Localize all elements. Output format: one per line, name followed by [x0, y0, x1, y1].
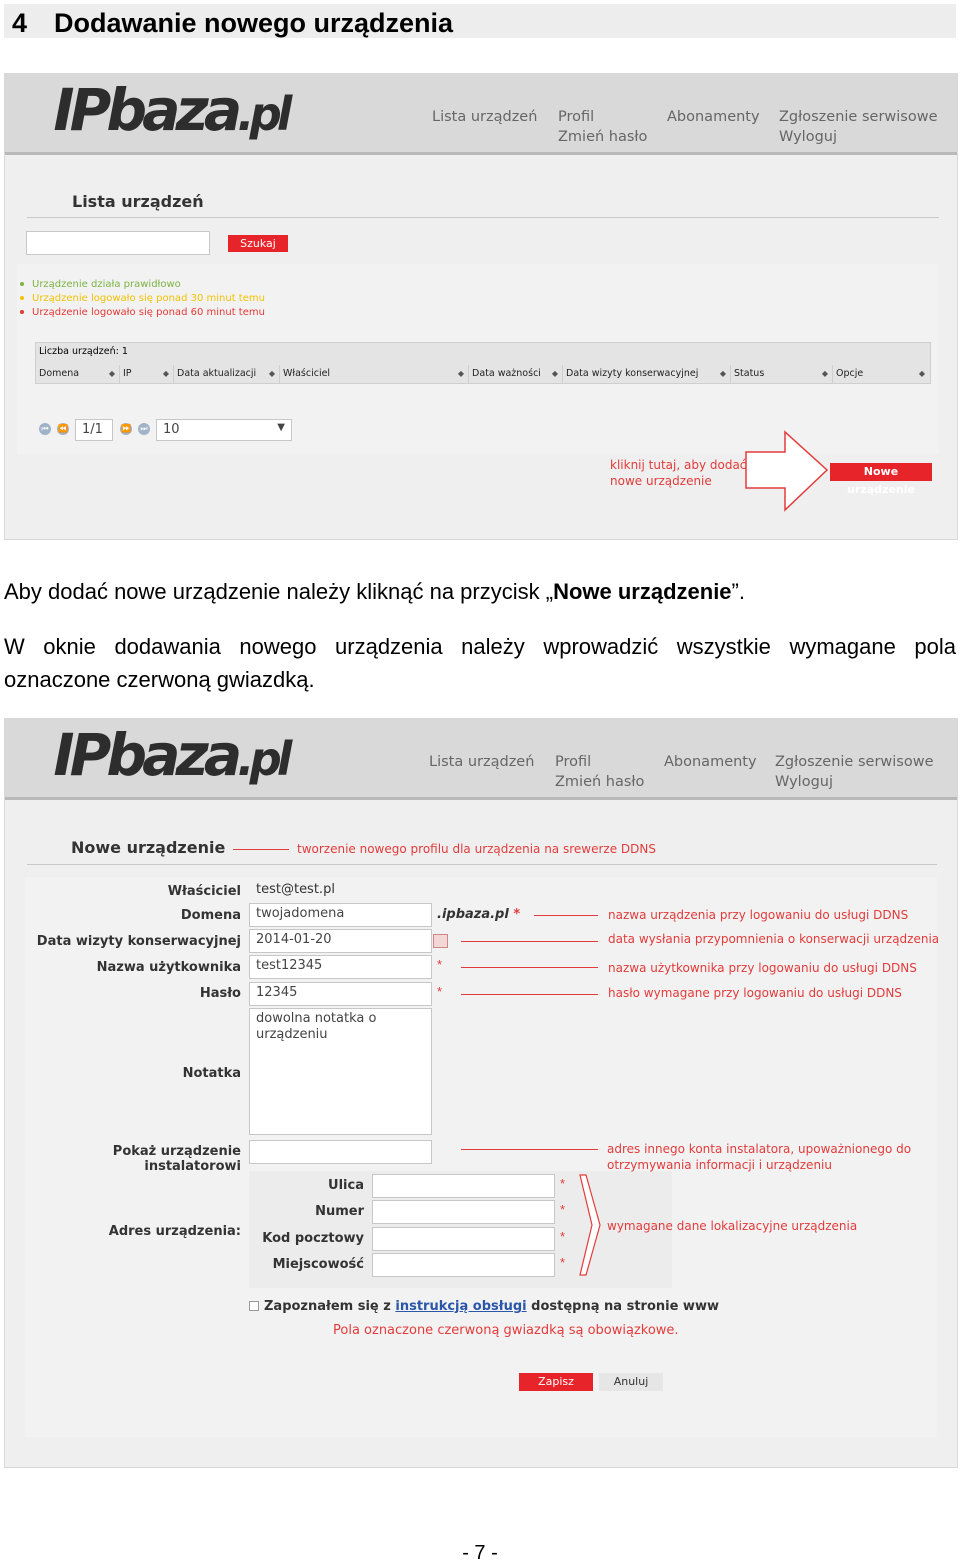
required-star: * — [560, 1202, 566, 1217]
green-dot-icon — [20, 282, 24, 286]
sort-icon: ◆ — [719, 369, 726, 378]
page-title: Lista urządzeń — [72, 192, 204, 211]
page-title: Nowe urządzenie — [71, 838, 226, 857]
city-label: Miejscowość — [272, 1257, 364, 1272]
sort-icon: ◆ — [551, 369, 558, 378]
nav-abonamenty[interactable]: Abonamenty — [667, 109, 760, 125]
sort-icon: ◆ — [108, 369, 115, 378]
search-button[interactable]: Szukaj — [228, 235, 288, 252]
nav-lista[interactable]: Lista urządzeń — [429, 754, 535, 770]
terms-text: Zapoznałem się z instrukcją obsługi dostępną na stronie www — [264, 1299, 719, 1314]
right-arrow-icon — [745, 430, 831, 512]
visit-date-input[interactable]: 2014-01-20 — [249, 929, 432, 953]
password-label: Hasło — [199, 986, 241, 1001]
divider — [27, 217, 939, 218]
save-button[interactable]: Zapisz — [519, 1373, 593, 1391]
page-input[interactable]: 1/1 — [75, 419, 113, 441]
sort-icon: ◆ — [268, 369, 275, 378]
owner-value: test@test.pl — [256, 882, 335, 897]
new-device-button[interactable]: Nowe urządzenie — [830, 463, 932, 481]
chevron-down-icon: ▼ — [277, 422, 285, 433]
sort-icon: ◆ — [162, 369, 169, 378]
nav-profil[interactable]: Profil — [555, 754, 592, 770]
installer-input[interactable] — [249, 1140, 432, 1164]
legend-item-60min: Urządzenie logowało się ponad 60 minut temu — [20, 306, 265, 320]
zip-input[interactable] — [372, 1227, 555, 1251]
visit-date-label: Data wizyty konserwacyjnej — [36, 934, 241, 949]
annotation-password: hasło wymagane przy logowaniu do usługi DDNS — [608, 986, 902, 1000]
annotation-line — [461, 994, 598, 995]
column-header-ip[interactable]: IP ◆ — [120, 365, 174, 383]
ipbaza-logo[interactable]: IPbaza.pl — [53, 76, 288, 144]
cancel-button[interactable]: Anuluj — [599, 1373, 663, 1391]
nav-zgloszenie[interactable]: Zgłoszenie serwisowe — [775, 754, 934, 770]
sort-icon: ◆ — [457, 369, 464, 378]
street-input[interactable] — [372, 1174, 555, 1198]
note-label: Notatka — [182, 1066, 241, 1081]
legend-item-ok: Urządzenie działa prawidłowo — [20, 278, 265, 292]
device-table — [35, 342, 931, 384]
required-star: * — [437, 957, 443, 972]
manual-link[interactable]: instrukcją obsługi — [395, 1299, 527, 1314]
per-page-select[interactable] — [156, 419, 292, 441]
column-header-wlasciciel[interactable]: Właściciel ◆ — [280, 365, 469, 383]
legend-item-30min: Urządzenie logowało się ponad 30 minut temu — [20, 292, 265, 306]
username-input[interactable]: test12345 — [249, 955, 432, 979]
nav-zmien-haslo[interactable]: Zmień hasło — [555, 774, 645, 790]
add-device-hint — [610, 457, 746, 489]
annotation-installer-line-2: otrzymywania informacji i urządzeniu — [607, 1158, 832, 1172]
last-page-icon[interactable]: ⏭ — [138, 423, 150, 435]
domain-label: Domena — [180, 908, 241, 923]
top-bar — [5, 74, 957, 155]
column-header-data-wizyty[interactable]: Data wizyty konserwacyjnej ◆ — [563, 365, 731, 383]
annotation-address: wymagane dane lokalizacyjne urządzenia — [607, 1219, 858, 1233]
per-page-value: 10 — [163, 422, 180, 437]
hint-line-2: nowe urządzenie — [610, 474, 712, 488]
required-note: Pola oznaczone czerwoną gwiazdką są obowiązkowe. — [333, 1323, 679, 1338]
annotation-line — [233, 849, 289, 850]
nav-lista[interactable]: Lista urządzeń — [432, 109, 538, 125]
status-legend — [20, 278, 265, 320]
domain-input[interactable]: twojadomena — [249, 903, 432, 927]
nav-abonamenty[interactable]: Abonamenty — [664, 754, 757, 770]
column-header-status[interactable]: Status ◆ — [731, 365, 833, 383]
ipbaza-logo[interactable]: IPbaza.pl — [53, 721, 288, 789]
new-device-screenshot — [4, 718, 958, 1468]
next-page-icon[interactable]: ⏩ — [121, 424, 131, 433]
device-count: Liczba urządzeń: 1 — [39, 346, 128, 357]
paragraph-1: Aby dodać nowe urządzenie należy kliknąć na przycisk „Nowe urządzenie”. — [4, 579, 745, 604]
annotation-visit-date: data wysłania przypomnienia o konserwacji urządzenia — [608, 932, 940, 946]
annotation-line — [461, 1149, 598, 1150]
zip-label: Kod pocztowy — [262, 1231, 364, 1246]
required-star: * — [560, 1176, 566, 1191]
search-input[interactable] — [26, 231, 210, 255]
section-heading — [4, 4, 956, 38]
street-label: Ulica — [328, 1178, 364, 1193]
prev-page-icon[interactable]: ⏪ — [58, 424, 68, 433]
title-annotation: tworzenie nowego profilu dla urządzenia na srewerze DDNS — [297, 842, 656, 856]
annotation-installer — [607, 1141, 911, 1173]
first-page-icon[interactable]: ⏮ — [39, 423, 51, 435]
bracket-arrow-icon — [578, 1171, 602, 1279]
number-label: Numer — [315, 1204, 364, 1219]
annotation-username: nazwa użytkownika przy logowaniu do usługi DDNS — [608, 961, 917, 975]
annotation-domain: nazwa urządzenia przy logowaniu do usługi DDNS — [608, 908, 909, 922]
nav-profil[interactable]: Profil — [558, 109, 595, 125]
username-label: Nazwa użytkownika — [96, 960, 241, 975]
column-header-opcje[interactable]: Opcje ◆ — [833, 365, 929, 383]
password-input[interactable]: 12345 — [249, 982, 432, 1006]
annotation-line — [461, 967, 598, 968]
terms-checkbox[interactable] — [249, 1301, 259, 1311]
section-title: Dodawanie nowego urządzenia — [54, 8, 454, 38]
hint-line-1: kliknij tutaj, aby dodać — [610, 458, 747, 472]
sort-icon: ◆ — [821, 369, 828, 378]
number-input[interactable] — [372, 1200, 555, 1224]
top-bar — [5, 719, 957, 800]
nav-wyloguj[interactable]: Wyloguj — [775, 774, 833, 790]
required-star: * — [560, 1229, 566, 1244]
divider — [27, 864, 937, 865]
calendar-icon[interactable] — [433, 934, 448, 948]
column-header-data-waznosci[interactable]: Data ważności ◆ — [469, 365, 563, 383]
section-number: 4 — [12, 8, 28, 38]
yellow-dot-icon — [20, 296, 24, 300]
city-input[interactable] — [372, 1253, 555, 1277]
paragraph-2: W oknie dodawania nowego urządzenia należy wprowadzić wszystkie wymagane pola oznaczone czerwoną gwiazdką. — [4, 634, 956, 692]
annotation-line — [534, 915, 598, 916]
owner-label: Właściciel — [167, 884, 241, 899]
column-header-data-aktualizacji[interactable]: Data aktualizacji ◆ — [174, 365, 280, 383]
device-list-screenshot — [4, 73, 958, 540]
address-label: Adres urządzenia: — [108, 1224, 241, 1239]
annotation-installer-line-1: adres innego konta instalatora, upoważnionego do — [607, 1142, 912, 1156]
required-star: * — [437, 984, 443, 999]
page-number: - 7 - — [462, 1542, 498, 1564]
domain-suffix: .ipbaza.pl * — [437, 907, 521, 922]
nav-zgloszenie[interactable]: Zgłoszenie serwisowe — [779, 109, 938, 125]
annotation-line — [461, 941, 598, 942]
nav-zmien-haslo[interactable]: Zmień hasło — [558, 129, 648, 145]
nav-wyloguj[interactable]: Wyloguj — [779, 129, 837, 145]
red-dot-icon — [20, 310, 24, 314]
sort-icon: ◆ — [918, 369, 925, 378]
note-textarea[interactable]: dowolna notatka o urządzeniu — [249, 1008, 432, 1135]
required-star: * — [560, 1255, 566, 1270]
installer-label: Pokaż urządzenie instalatorowi — [112, 1144, 241, 1174]
column-header-domena[interactable]: Domena ◆ — [36, 365, 120, 383]
